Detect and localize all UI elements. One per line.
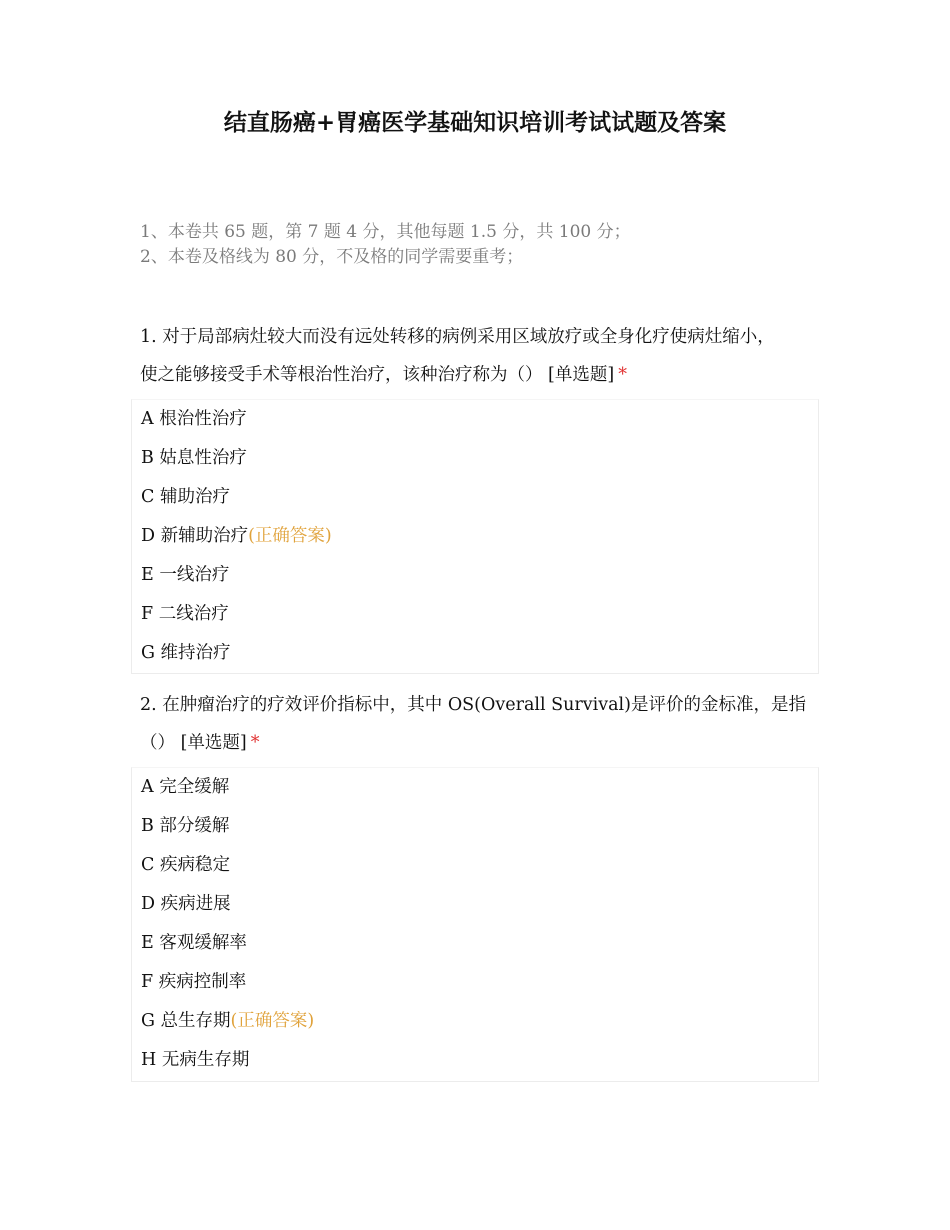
option-d[interactable] [132, 517, 818, 556]
option-f[interactable] [132, 595, 818, 634]
option-text: B 姑息性治疗 [141, 448, 247, 468]
question-text: 2. 在肿瘤治疗的疗效评价指标中，其中 OS(Overall Survival)是评价的金标准，是指 [140, 695, 806, 715]
question-2 [140, 686, 820, 762]
option-text: A 完全缓解 [141, 777, 230, 797]
option-text: E 客观缓解率 [141, 933, 247, 953]
option-text: B 部分缓解 [141, 816, 230, 836]
option-c[interactable] [132, 478, 818, 517]
required-star: * [618, 365, 627, 385]
options-list [131, 767, 819, 1082]
option-e[interactable] [132, 924, 818, 963]
exam-note: 2、本卷及格线为 80 分，不及格的同学需要重考； [140, 247, 524, 267]
option-a[interactable] [132, 768, 818, 807]
option-text: C 辅助治疗 [141, 487, 230, 507]
option-text: D 新辅助治疗 [141, 526, 249, 546]
option-text: G 总生存期 [141, 1011, 231, 1031]
options-list [131, 399, 819, 674]
option-d[interactable] [132, 885, 818, 924]
document-title: 结直肠癌+胃癌医学基础知识培训考试试题及答案 [223, 110, 727, 136]
correct-answer-label: (正确答案) [230, 1011, 315, 1031]
required-star: * [250, 733, 260, 753]
option-g[interactable] [132, 634, 818, 673]
question-text-line-2 [140, 724, 820, 762]
option-text: A 根治性治疗 [141, 409, 247, 429]
option-e[interactable] [132, 556, 818, 595]
option-text: F 疾病控制率 [141, 972, 247, 992]
question-text-line-2 [140, 356, 820, 394]
question-1 [140, 318, 820, 394]
exam-notes [140, 220, 820, 270]
question-text: 使之能够接受手术等根治性治疗，该种治疗称为（） [单选题] [140, 365, 615, 385]
option-a[interactable] [132, 400, 818, 439]
option-b[interactable] [132, 439, 818, 478]
option-b[interactable] [132, 807, 818, 846]
option-text: H 无病生存期 [141, 1050, 250, 1070]
question-text: 1. 对于局部病灶较大而没有远处转移的病例采用区域放疗或全身化疗使病灶缩小， [140, 327, 775, 347]
option-text: D 疾病进展 [141, 894, 231, 914]
question-text: （） [单选题] [140, 733, 247, 753]
option-g[interactable] [132, 1002, 818, 1041]
option-text: E 一线治疗 [141, 565, 230, 585]
correct-answer-label: (正确答案) [248, 526, 332, 546]
option-text: G 维持治疗 [141, 643, 231, 663]
option-c[interactable] [132, 846, 818, 885]
exam-note: 1、本卷共 65 题，第 7 题 4 分，其他每题 1.5 分，共 100 分； [140, 222, 631, 242]
option-h[interactable] [132, 1041, 818, 1080]
option-f[interactable] [132, 963, 818, 1002]
option-text: F 二线治疗 [141, 604, 229, 624]
option-text: C 疾病稳定 [141, 855, 230, 875]
